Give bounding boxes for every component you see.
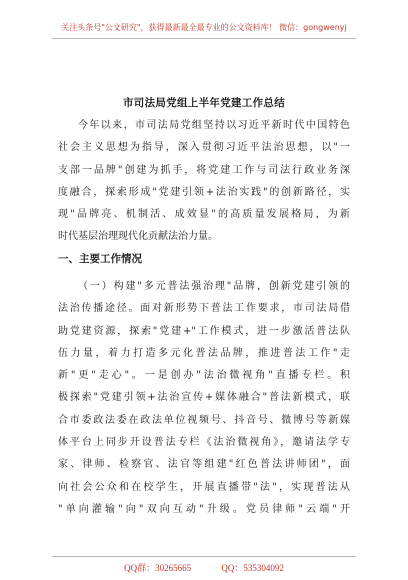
text-line: 支部一品牌"创建为抓手，将党建工作与司法行政业务深 [58, 164, 350, 176]
text-line: 家、律师、检察官、法官等组建"红色普法讲师团"，面 [58, 459, 350, 471]
text-line: （一）构建"多元普法强治理"品牌，创新党建引领的 [78, 281, 350, 292]
intro-paragraph [58, 115, 350, 249]
footer-divider [52, 556, 356, 557]
document-title: 市司法局党组上半年党建工作总结 [123, 97, 285, 109]
header-banner: 关注头条号"公文研究"，获得最新最全最专业的公文资料库！ 微信：gongwenyj [61, 23, 347, 32]
footer-qq-group: QQ群：30265665 [124, 563, 192, 573]
text-line: "单向灌输"向"双向互动"升级。党员律师"云端"开 [58, 503, 350, 515]
text-line: 向社会公众和在校学生，开展直播带"法"，实现普法从 [58, 481, 350, 493]
text-line: 社会主义思想为指导，深入贯彻习近平法治思想，以"一 [58, 142, 350, 154]
section-paragraph [58, 276, 350, 521]
text-line: 助党建资源，探索"党建+"工作模式，进一步激活普法队 [58, 325, 350, 337]
text-line: 度融合，探索形成"党建引领+法治实践"的创新路径，实 [58, 186, 350, 198]
header-divider [52, 38, 356, 39]
text-line: 新"更"走心"。一是创办"法治微视角"直播专栏。积 [58, 370, 350, 382]
text-line: 法治传播途径。面对新形势下普法工作要求，市司法局借 [58, 303, 350, 315]
text-line: 极探索"党建引领+法治宣传+媒体融合"普法新模式，联 [58, 392, 350, 404]
text-line: 伍力量，着力打造多元化普法品牌，推进普法工作"走 [58, 347, 350, 359]
text-line: 现"品牌亮、机制活、成效显"的高质量发展格局，为新 [58, 209, 350, 221]
footer-contact [0, 561, 408, 574]
text-line: 体平台上同步开设普法专栏《法治微视角》，邀请法学专 [58, 437, 350, 449]
text-line: 今年以来，市司法局党组坚持以习近平新时代中国特色 [78, 120, 350, 131]
section-heading: 一、主要工作情况 [58, 253, 142, 265]
text-line: 合市委政法委在政法单位视频号、抖音号、微博号等新媒 [58, 414, 350, 426]
footer-qq: QQ：535304092 [221, 563, 284, 573]
text-line: 时代基层治理现代化贡献法治力量。 [58, 231, 218, 243]
